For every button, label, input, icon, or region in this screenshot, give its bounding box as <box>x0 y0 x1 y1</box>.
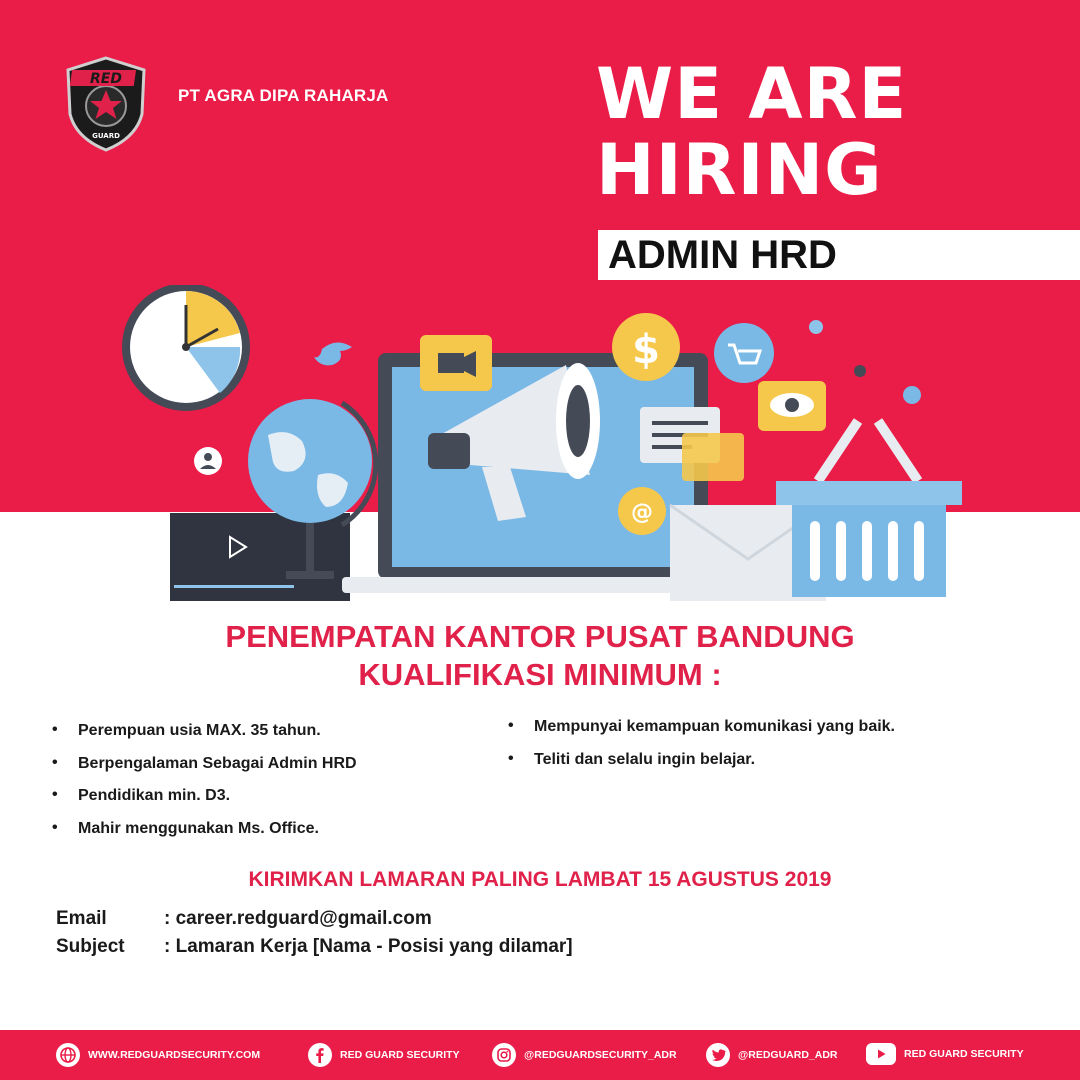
email-label: Email <box>56 908 107 929</box>
footer-bar <box>0 1030 1080 1080</box>
subject-label: Subject <box>56 936 125 957</box>
footer-instagram[interactable] <box>492 1043 677 1067</box>
headline-line-2: HIRING <box>596 129 883 211</box>
requirements-left <box>52 722 357 852</box>
website-text: WWW.REDGUARDSECURITY.COM <box>88 1049 261 1061</box>
position-title: ADMIN HRD <box>608 233 837 277</box>
svg-text:$: $ <box>632 327 660 373</box>
headline-line-1: WE ARE <box>596 53 908 135</box>
instagram-icon <box>492 1043 516 1067</box>
list-item: • Teliti dan selalu ingin belajar. <box>508 751 895 784</box>
footer-twitter[interactable] <box>706 1043 838 1067</box>
red-guard-logo <box>64 56 148 152</box>
footer-youtube[interactable] <box>866 1043 1024 1065</box>
logo-top-text: RED <box>90 71 122 87</box>
email-row <box>56 908 432 930</box>
list-item: • Pendidikan min. D3. <box>52 787 357 820</box>
clock-icon <box>122 285 250 411</box>
instagram-text: @REDGUARDSECURITY_ADR <box>524 1049 677 1061</box>
email-value[interactable]: : career.redguard@gmail.com <box>164 908 432 929</box>
footer-website[interactable] <box>56 1043 260 1067</box>
subject-value: : Lamaran Kerja [Nama - Posisi yang dilamar] <box>164 936 573 957</box>
twitter-icon <box>706 1043 730 1067</box>
list-item: • Mahir menggunakan Ms. Office. <box>52 820 357 853</box>
position-bar <box>598 230 1080 280</box>
marketing-illustration <box>110 285 980 605</box>
twitter-text: @REDGUARD_ADR <box>738 1049 838 1061</box>
youtube-text: RED GUARD SECURITY <box>904 1048 1024 1060</box>
headline <box>596 53 908 211</box>
youtube-icon <box>866 1043 896 1065</box>
facebook-icon <box>308 1043 332 1067</box>
subject-row <box>56 936 573 958</box>
footer-facebook[interactable] <box>308 1043 460 1067</box>
logo-bottom-text: GUARD <box>92 132 120 140</box>
placement-heading <box>0 618 1080 694</box>
company-name: PT AGRA DIPA RAHARJA <box>178 86 389 105</box>
requirements-right <box>508 718 895 783</box>
facebook-text: RED GUARD SECURITY <box>340 1049 460 1061</box>
qualifications-title: KUALIFIKASI MINIMUM : <box>358 657 722 692</box>
globe-icon <box>56 1043 80 1067</box>
list-item: • Berpengalaman Sebagai Admin HRD <box>52 755 357 788</box>
placement-text: PENEMPATAN KANTOR PUSAT BANDUNG <box>225 619 855 654</box>
list-item: • Perempuan usia MAX. 35 tahun. <box>52 722 357 755</box>
deadline-text: KIRIMKAN LAMARAN PALING LAMBAT 15 AGUSTUS 2019 <box>248 868 832 891</box>
list-item: • Mempunyai kemampuan komunikasi yang baik. <box>508 718 895 751</box>
svg-text:@: @ <box>631 500 653 525</box>
